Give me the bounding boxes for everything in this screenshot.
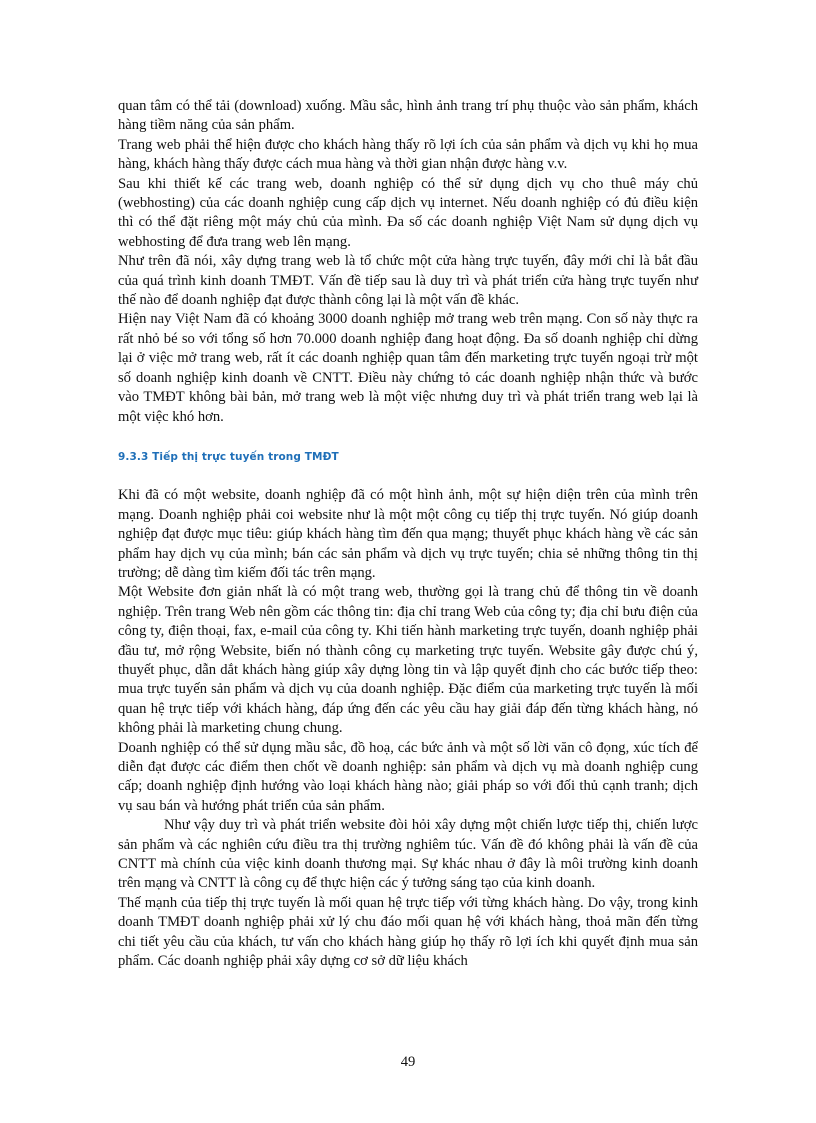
paragraph: Một Website đơn giản nhất là có một trang web, thường gọi là trang chủ để thông tin về doanh nghiệp. Trên trang Web nên gồm các thông tin: địa chỉ trang Web của công ty; địa chỉ bưu điện của công ty, điện thoại, fax, e-mail của công ty. Khi tiến hành marketing trực tuyến, doanh nghiệp phải đầu tư, mở rộng Website, biến nó thành công cụ marketing trực tuyến. Website gây được chú ý, thuyết phục, dẫn dắt khách hàng giúp xây dựng lòng tin và lập quyết định cho các bước tiếp theo: mua trực tuyến sản phẩm và dịch vụ của doanh nghiệp. Đặc điểm của marketing trực tuyến là mối quan hệ trực tiếp với khách hàng, đáp ứng đến các yêu cầu hay giải đáp đến từng khách hàng, nó không phải là marketing chung chung. — [118, 584, 698, 737]
page-number: 49 — [400, 1054, 416, 1070]
paragraph: quan tâm có thể tải (download) xuống. Mầu sắc, hình ảnh trang trí phụ thuộc vào sản phẩm, khách hàng tiềm năng của sản phẩm. — [118, 98, 698, 134]
section-heading: 9.3.3 Tiếp thị trực tuyến trong TMĐT — [118, 450, 339, 463]
paragraph: Như vậy duy trì và phát triển website đòi hỏi xây dựng một chiến lược tiếp thị, chiến lược sản phẩm và các nghiên cứu điều tra thị trường nghiêm túc. Vấn đề đó không phải là vấn đề của CNTT mà chính của việc kinh doanh thương mại. Sự khác nhau ở đây là môi trường kinh doanh trên mạng và CNTT là công cụ để thực hiện các ý tưởng sáng tạo của kinh doanh. — [118, 817, 698, 892]
paragraph: Doanh nghiệp có thể sử dụng mầu sắc, đồ hoạ, các bức ảnh và một số lời văn cô đọng, xúc tích để diễn đạt được các điểm then chốt về doanh nghiệp: sản phẩm và dịch vụ mà doanh nghiệp cung cấp; doanh nghiệp định hướng vào loại khách hàng nào; giải pháp so với đối thủ cạnh tranh; dịch vụ sau bán và hướng phát triển của sản phẩm. — [118, 739, 698, 814]
paragraph: Trang web phải thể hiện được cho khách hàng thấy rõ lợi ích của sản phẩm và dịch vụ khi họ mua hàng, khách hàng thấy được cách mua hàng và thời gian nhận được hàng v.v. — [118, 136, 698, 173]
paragraph: Thế mạnh của tiếp thị trực tuyến là mối quan hệ trực tiếp với từng khách hàng. Do vậy, trong kinh doanh TMĐT doanh nghiệp phải xử lý chu đáo mối quan hệ với khách hàng, thoả mãn đến từng chi tiết yêu cầu của khách, tư vấn cho khách hàng giúp họ thấy rõ lợi ích khi quyết định mua sản phẩm. Các doanh nghiệp phải xây dựng cơ sở dữ liệu khách — [118, 894, 698, 970]
paragraph: Khi đã có một website, doanh nghiệp đã có một hình ảnh, một sự hiện diện trên của mình trên mạng. Doanh nghiệp phải coi website như là một một công cụ tiếp thị trực tuyến. Nó giúp doanh nghiệp đạt được mục tiêu: giúp khách hàng tìm đến qua mạng; thuyết phục khách hàng về các sản phẩm hay dịch vụ của mình; bán các sản phẩm và dịch vụ trực tuyến; chia sẻ những thông tin thị trường; dễ dàng tìm kiếm đối tác trên mạng. — [118, 487, 698, 581]
paragraph: Hiện nay Việt Nam đã có khoảng 3000 doanh nghiệp mở trang web trên mạng. Con số này thực ra rất nhỏ bé so với tổng số hơn 70.000 doanh nghiệp đang hoạt động. Đa số doanh nghiệp chỉ dừng lại ở việc mở trang web, rất ít các doanh nghiệp quan tâm đến marketing trực tuyến ngoại trừ một số doanh nghiệp kinh doanh về CNTT. Điều này chứng tỏ các doanh nghiệp nhận thức và bước vào TMĐT không bài bản, mở trang web là một việc nhưng duy trì và phát triển trang web lại là một việc khó hơn. — [118, 311, 698, 425]
paragraph: Như trên đã nói, xây dựng trang web là tổ chức một cửa hàng trực tuyến, đây mới chỉ là bắt đầu của quá trình kinh doanh TMĐT. Vấn đề tiếp sau là duy trì và phát triển cửa hàng trực tuyến như thế nào để doanh nghiệp đạt được thành công lại là một vấn đề khác. — [118, 253, 698, 309]
paragraph: Sau khi thiết kế các trang web, doanh nghiệp có thể sử dụng dịch vụ cho thuê máy chủ (webhosting) của các doanh nghiệp cung cấp dịch vụ internet. Nếu doanh nghiệp có đủ điều kiện thì có thể đặt riêng một máy chủ của mình. Đa số các doanh nghiệp Việt Nam sử dụng dịch vụ webhosting để đưa trang web lên mạng. — [118, 175, 698, 250]
page-body — [118, 97, 698, 971]
